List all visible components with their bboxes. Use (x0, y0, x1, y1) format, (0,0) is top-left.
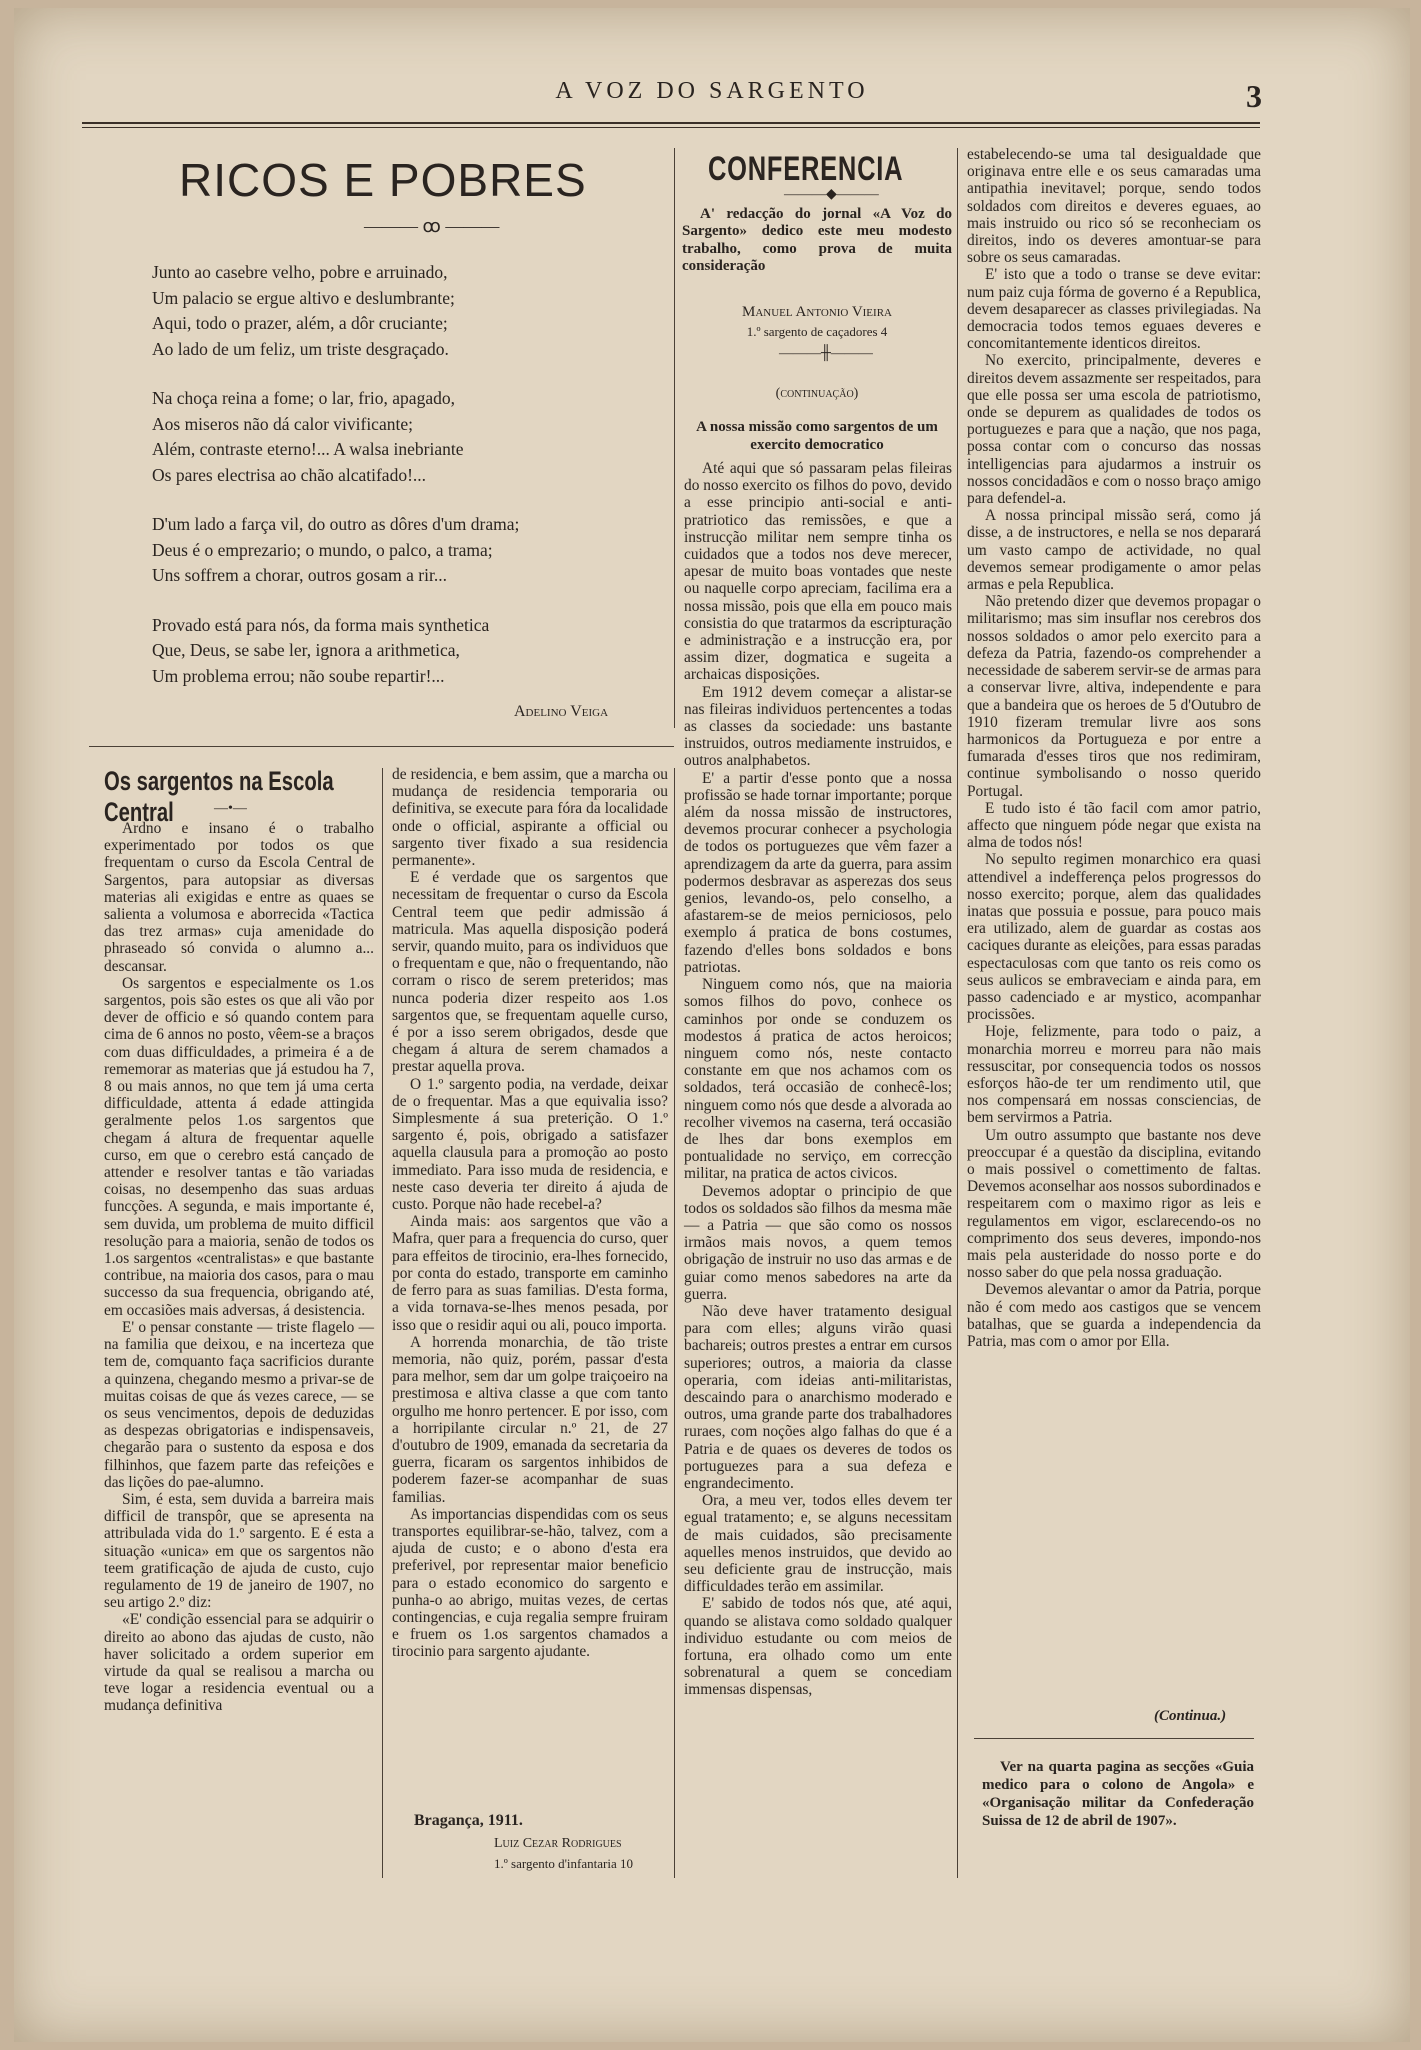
notice (982, 1758, 1254, 1830)
paragraph: E' o pensar constante — triste flagelo — na familia que deixou, e na incerteza que tem de, comquanto faça sacrificios durante a quinzena, chegando mesmo a privar-se de muitas coisas de que ás vezes carece, — se os seus vencimentos, depois de deduzidas as despezas obrigatorias e indispensaveis, chegarão para o sustento da esposa e dos filhinhos, que fazem parte das refeições e das lições do pae-alumno. (104, 1318, 374, 1491)
paragraph: Um outro assumpto que bastante nos deve preoccupar é a questão da disciplina, evitando o mais possivel o comettimento de faltas. Devemos aconselhar aos nossos subordinados e respeitarem com o maximo rigor as leis e regulamentos em vigor, esclarecendo-os no comprimento dos seus deveres, impondo-nos mais pela austeridade do nosso porte e do nosso saber do que pela nossa graduação. (967, 1126, 1261, 1282)
masthead-title: A VOZ DO SARGENTO (555, 78, 869, 104)
paragraph: Devemos adoptar o principio de que todos os soldados são filhos da mesma mãe — a Patria — que são como os nossos irmãos mais novos, a quem temos obrigação de instruir no uso das armas e de guiar como menos sabedores na arte da guerra. (684, 1182, 952, 1303)
continuation-label: (continuação) (775, 386, 859, 401)
paragraph: E' isto que a todo o transe se deve evitar: num paiz cuja fórma de governo é a Republica, devem desaparecer as classes privilegiadas. Na democracia todos temos eguaes deveres e concomitantemente identicos direitos. (967, 266, 1261, 353)
dedication (682, 206, 952, 276)
paragraph: Hoje, felizmente, para todo o paiz, a monarchia morreu e morreu para não mais ressuscitar, por consequencia todos os nossos esforços hão-de ter um rendimento util, que nos compensará em nossas consciencias, de bem servirmos a Patria. (967, 1023, 1261, 1127)
paragraph: No exercito, principalmente, deveres e direitos devem assazmente ser respeitados, para que elle possa ser uma escola de patriotismo, onde se depurem as qualidades de todos os portuguezes e para que a nação, que nos paga, possa contar com o concurso das nossas intelligencias para ajudarmos a instruir os nossos concidadãos e com o nosso braço amigo para defendel-a. (967, 352, 1262, 508)
ornament-icon: ——— ꝏ ——— (364, 216, 500, 236)
verse: Que, Deus, se sabe ler, ignora a arithmetica, (152, 640, 460, 660)
paragraph: A nossa principal missão será, como já disse, a de instructores, e nella se nos deparará um vasto campo de actividade, no qual devemos semear prodigamente o amor pelas armas e pela Republica. (967, 507, 1261, 594)
article-author: Luiz Cezar Rodrigues (494, 1836, 622, 1851)
divider-ornament-icon: ———◆——— (784, 187, 879, 202)
paragraph: Ora, a meu ver, todos elles devem ter egual tratamento; e, se alguns necessitam de mais cuidados, são precisamente aquelles menos instruidos, que devido ao seu deficiente grau de instrucção, mais difficuldades terão em assimilar. (684, 1492, 952, 1596)
verse: Aos miseros não dá calor vivificante; (152, 413, 413, 434)
conference-author-rank: 1.º sargento de caçadores 4 (746, 324, 888, 339)
paragraph: Até aqui que só passaram pelas fileiras do nosso exercito os filhos do povo, devido a esse principio anti-social e anti-pratriotico das remissões, e que a instrucção militar nem sempre tinha os cuidados que a todos nos deve merecer, apesar de muito boas vontades que neste ou naquelle corpo apreciam, facilima era a nossa missão, pois que ella em pouco mais consistia do que tratarmos da escripturação e administração e a instrucção era, por assim dizer, dogmatica e sugeita a archaicas disposições. (684, 460, 952, 684)
poem-title: RICOS E POBRES (179, 154, 587, 206)
verse: Além, contraste eterno!... A walsa inebriante (152, 439, 464, 459)
divider-col1 (382, 768, 383, 1878)
paragraph: Ainda mais: aos sargentos que vão a Mafra, quer para a frequencia do curso, quer para effeitos de tirocinio, era-lhes fornecido, por conta do estado, transporte em caminho de ferro para as suas familias. D'esta forma, a vida tornava-se-lhes menos pesada, por isso que o residir aqui ou ali, pouco importa. (392, 1213, 668, 1334)
divider-poem (674, 148, 675, 728)
conference-author: Manuel Antonio Vieira (742, 304, 892, 320)
paragraph: As importancias dispendidas com os seus transportes equilibrar-se-hão, talvez, com a ajuda de custo; e o abono d'esta era preferivel, por representar maior beneficio para o estado economico do sargento e punha-o ao abrigo, muitas vezes, de certas contingencias, e cuja regalia sempre fruiram e fruem os 1.os sargentos chamados a tirocinio para sargento ajudante. (392, 1505, 668, 1661)
stanza (152, 613, 652, 690)
conference-column-2 (967, 146, 1261, 1350)
paragraph: estabelecendo-se uma tal desigualdade que originava entre elle e os seus camaradas uma antipathia inevitavel; porque, sendo todos soldados com direitos e deveres eguaes, ao mais instruido ou rico só se reconheciam os direitos, indo os deveres amontuar-se para sobre os seus camaradas. (967, 146, 1261, 267)
header-rule (82, 122, 1260, 124)
poem-author: Adelino Veiga (514, 703, 609, 720)
divider-poem-bottom (89, 746, 674, 747)
verse: Aqui, todo o prazer, além, a dôr cruciante; (152, 313, 448, 333)
verse: Provado está para nós, da forma mais synthetica (152, 614, 490, 635)
verse: Os pares electrisa ao chão alcatifado!... (152, 464, 427, 485)
poem-body (152, 260, 652, 713)
verse: Um problema errou; não soube repartir!... (152, 665, 445, 686)
dedication-text: A' redacção do jornal «A Voz do Sargento» dedico este meu modesto trabalho, como prova de muita consideração (682, 206, 952, 275)
page-number: 3 (1246, 78, 1262, 114)
verse: D'um lado a farça vil, do outro as dôres d'um drama; (152, 514, 520, 534)
divider-col2 (674, 768, 675, 1878)
notice-rule (974, 1738, 1254, 1739)
paragraph: Devemos alevantar o amor da Patria, porque não é com medo aos castigos que se vencem batalhas, que se guarda a independencia da Patria, mas com o amor por Ella. (967, 1281, 1261, 1351)
subheadline: A nossa missão como sargentos de um exercito democratico (696, 419, 938, 453)
conference-headline: CONFERENCIA (708, 150, 904, 188)
author-rank: 1.º sargento d'infantaria 10 (494, 1856, 633, 1871)
verse: Na choça reina a fome; o lar, frio, apagado, (152, 388, 455, 408)
continues-label: (Continua.) (1154, 1708, 1227, 1724)
stanza (152, 260, 652, 362)
paragraph: Em 1912 devem começar a alistar-se nas fileiras individuos pertencentes a todas as classes da sociedade: uns bastante instruidos, outros mediamente instruidos, e outros analphabetos. (684, 683, 952, 770)
paragraph: O 1.º sargento podia, na verdade, deixar de o frequentar. Mas a que equivalia isso? Simplesmente á sua preterição. O 1.º sargento é, pois, obrigado a satisfazer aquella clausula para a promoção ao posto immediato. Para isso muda de residencia, e neste caso deveria ter direito á ajuda de custo. Porque não hade recebel-a? (392, 1075, 668, 1214)
paragraph: Os sargentos e especialmente os 1.os sargentos, pois são estes os que ali vão por dever de officio e só quando contem para cima de 6 annos no posto, vêem-se a braços com duas difficuldades, a primeira é a de rememorar as materias que já estudou ha 7, 8 ou mais annos, no que tem já uma certa difficuldade, attenta á edade attingida geralmente pelos 1.os sargentos que chegam á altura de frequentar aquelle curso, em que o cerebro está cançado de attender e resolver tantas e tão variadas coisas, no desempenho das suas arduas funcções. A segunda, e mais importante é, sem duvida, um problema de muito difficil resolução para a maioria, senão de todos os 1.os sargentos «centralistas» e que bastante contribue, na maioria dos casos, para o mau successo da sua frequencia, obrigando até, em occasiões mais adversas, á desistencia. (104, 974, 374, 1319)
paragraph: Sim, é esta, sem duvida a barreira mais difficil de transpôr, que se apresenta na attribulada vida do 1.º sargento. E é esta a situação «unica» em que os sargentos não teem gratificação de ajuda de custo, cujo regulamento de 19 de janeiro de 1907, no seu artigo 2.º diz: (104, 1490, 374, 1612)
paragraph: Ardno e insano é o trabalho experimentado por todos os que frequentam o curso da Escola Central de Sargentos, para autopsiar as diversas materias ali exigidas e entre as quaes se salienta a volumosa e aborrecida «Tactica das trez armas» cuja amenidade do phraseado só convida o alumno a... descansar. (104, 820, 374, 975)
stanza (152, 386, 652, 488)
paragraph: de residencia, e bem assim, que a marcha ou mudança de residencia temporaria ou definitiva, se execute para fóra da localidade onde o official, aspirante a official ou sargento tiver fixado a sua residencia permanente». (392, 766, 668, 870)
paragraph: «E' condição essencial para se adquirir o direito ao abono das ajudas de custo, não haver solicitado a ordem superior em virtude da qual se realisou a marcha ou teve logar a residencia eventual ou a mudança definitiva (104, 1611, 374, 1715)
header-rule-thin (82, 127, 1260, 128)
paragraph: Ninguem como nós, que na maioria somos filhos do povo, conhece os caminhos por onde se conduzem os modestos á pratica de actos heroicos; ninguem como nós, neste contacto constante em que nos achamos com os soldados, terá occasião de conhecê-los; ninguem como nós que desde a alvorada ao recolher vivemos na caserna, terá occasião de lhes dar bons exemplos em pontualidade no serviço, em correcção militar, na pratica de actos civicos. (684, 976, 952, 1183)
divider-ornament-icon: —•— (214, 801, 247, 816)
paragraph: E é verdade que os sargentos que necessitam de frequentar o curso da Escola Central teem que pedir admissão á matricula. Mas aquella disposição poderá servir, quando muito, para os individuos que o frequentam e que, não o frequentando, não corram o risco de serem preteridos; mas nunca poderia dizer respeito aos 1.os sargentos que, se frequentam aquelle curso, é por a isso serem obrigados, desde que chegam á altura de serem chamados a prestar aquella prova. (392, 869, 668, 1076)
stanza (152, 512, 652, 589)
verse: Deus é o emprezario; o mundo, o palco, a trama; (152, 539, 493, 560)
paragraph: E' sabido de todos nós que, até aqui, quando se alistava como soldado qualquer individuo estudante ou com meios de fortuna, era olhado como um ente sobrenatural a quem se concediam immensas dispensas, (684, 1595, 952, 1699)
article-headline: Os sargentos na Escola Central (104, 766, 334, 827)
article-column-2 (392, 766, 668, 1661)
place-date: Bragança, 1911. (414, 1812, 523, 1829)
verse: Um palacio se ergue altivo e deslumbrante; (152, 287, 455, 308)
article-column-1 (104, 820, 374, 1715)
verse: Junto ao casebre velho, pobre e arruinado, (152, 262, 448, 282)
paragraph: E' a partir d'esse ponto que a nossa profissão se hade tornar importante; porque além da nossa missão de instructores, devemos procurar conhecer a psychologia de todos os portuguezes que vêm fazer a aprendizagem da arte da guerra, para assim podermos desbravar as asperezas dos seus genios, levando-os, pelo conselho, a afastarem-se de meios perniciosos, pelo exemplo á pratica de bons costumes, fazendo d'elles bons soldados e bons patriotas. (684, 769, 952, 976)
paragraph: E tudo isto é tão facil com amor patrio, affecto que ninguem póde negar que exista na alma de todos nós! (967, 799, 1261, 852)
notice-text: Ver na quarta pagina as secções «Guia medico para o colono de Angola» e «Organisação militar da Confederação Suissa de 12 de abril de 1907». (982, 1759, 1254, 1829)
divider-ornament-icon: ———╫——— (779, 346, 873, 361)
newspaper-page (14, 8, 1410, 2042)
verse: Uns soffrem a chorar, outros gosam a rir... (152, 565, 447, 585)
paragraph: No sepulto regimen monarchico era quasi attendivel a indefferença pelos progressos do nosso exercito; porque, alem das qualidades inatas que possuia e possue, para pouco mais era utilizado, alem de guardar as costas aos caciques durante as eleições, para essas paradas espectaculosas com que tanto os reis como os seus aulicos se embraveciam e ainda para, em passo cadenciado e ar mystico, acompanhar procissões. (967, 851, 1261, 1024)
paragraph: Não deve haver tratamento desigual para com elles; alguns virão quasi bachareis; outros prestes a entrar em cursos superiores; outros, a maioria da classe operaria, com ideias anti-militaristas, descaindo para o anarchismo moderado e outros, uma grande parte dos trabalhadores ruraes, com noções algo falhas do que é a Patria e de quaes os deveres de todos os portuguezes para a sua defeza e engrandecimento. (684, 1302, 952, 1492)
divider-col3 (957, 148, 958, 1878)
verse: Ao lado de um feliz, um triste desgraçado. (152, 338, 449, 359)
paragraph: Não pretendo dizer que devemos propagar o militarismo; mas sim insuflar nos cerebros dos nossos soldados o amor pelo exercito para a defeza da Patria, fazendo-os comprehender a necessidade de saberem servir-se de armas para a conservar livre, altiva, independente e para que a bandeira que os heroes de 5 d'Outubro de 1910 fizeram tremular livre aos sons harmonicos da Portugueza e por entre a fumarada d'esses tiros que nos redimiram, continue symbolisando o nosso querido Portugal. (967, 593, 1261, 800)
conference-column-1 (684, 460, 952, 1699)
paragraph: A horrenda monarchia, de tão triste memoria, não quiz, porém, passar d'esta para melhor, sem dar um golpe traiçoeiro na prestimosa e altiva classe a que com tanto orgulho me honro pertencer. E por isso, com a horripilante circular n.º 21, de 27 d'outubro de 1909, emanada da secretaria da guerra, ficaram os sargentos inhibidos de poderem fazer-se acompanhar de suas familias. (392, 1333, 668, 1506)
